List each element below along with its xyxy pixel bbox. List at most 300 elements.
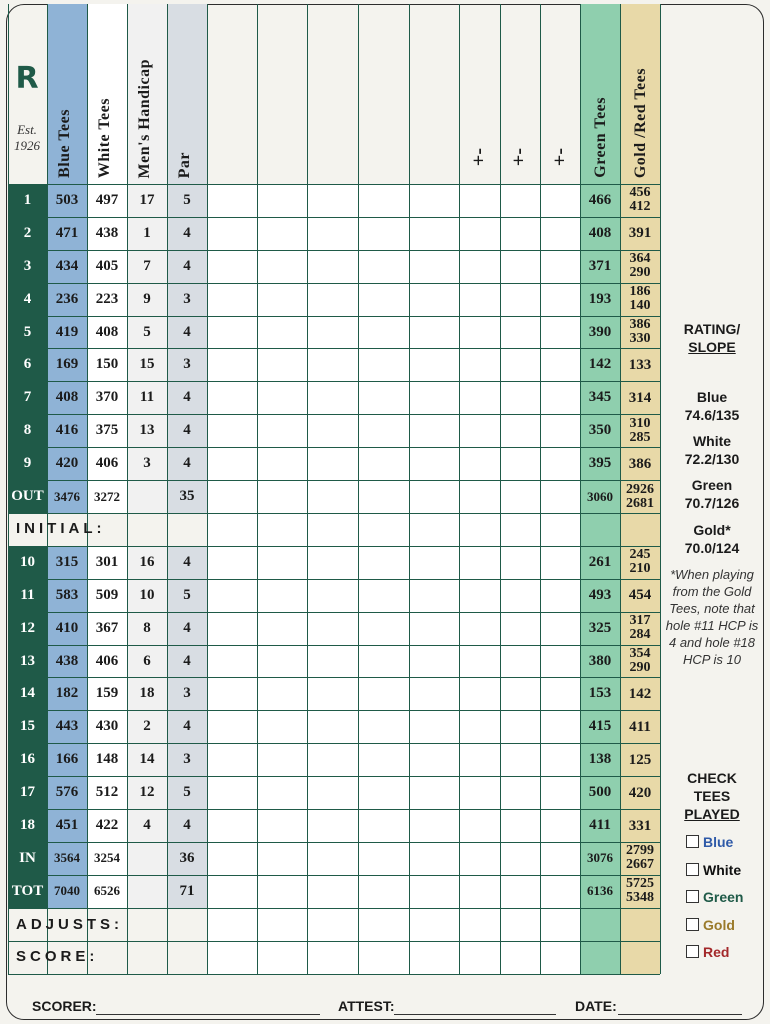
score-entry-cell[interactable] xyxy=(409,217,459,250)
blue-yardage: 166 xyxy=(55,751,79,768)
score-entry-cell[interactable] xyxy=(358,480,409,513)
score-entry-cell[interactable] xyxy=(207,612,257,645)
gold-red-yardage xyxy=(620,316,660,349)
tee-option-gold[interactable] xyxy=(664,916,760,934)
score-entry-cell[interactable] xyxy=(409,645,459,678)
par-value: 4 xyxy=(183,817,191,834)
score-entry-cell[interactable] xyxy=(500,710,540,743)
score-entry-cell[interactable] xyxy=(459,579,500,612)
green-yardage: 261 xyxy=(588,553,612,570)
score-entry-cell[interactable] xyxy=(257,579,307,612)
hole-number: 1 xyxy=(23,191,32,208)
score-entry-cell[interactable] xyxy=(540,250,580,283)
score-entry-cell[interactable] xyxy=(459,678,500,711)
hole-number: 3 xyxy=(23,257,32,274)
score-entry-cell[interactable] xyxy=(540,546,580,579)
score-entry-cell[interactable] xyxy=(540,349,580,382)
red-yardage: 140 xyxy=(629,298,651,314)
rating-tee: Gold* xyxy=(693,522,731,538)
rating-tee: Green xyxy=(691,477,733,493)
score-entry-cell[interactable] xyxy=(409,381,459,414)
score-entry-cell[interactable] xyxy=(409,842,459,875)
score-entry-cell[interactable] xyxy=(409,579,459,612)
score-entry-cell[interactable] xyxy=(207,480,257,513)
rating-title-line1: RATING/ xyxy=(683,321,741,337)
white-yardage: 406 xyxy=(95,455,119,472)
score-entry-cell[interactable] xyxy=(207,645,257,678)
score-entry-cell[interactable] xyxy=(409,710,459,743)
score-entry-cell[interactable] xyxy=(409,316,459,349)
score-entry-cell[interactable] xyxy=(358,217,409,250)
score-entry-cell[interactable] xyxy=(540,184,580,217)
score-entry-cell[interactable] xyxy=(409,480,459,513)
blue-yardage: 410 xyxy=(55,619,79,636)
score-entry-cell[interactable] xyxy=(358,809,409,842)
score-entry-cell[interactable] xyxy=(500,645,540,678)
checkbox-icon[interactable] xyxy=(686,890,699,903)
score-entry-cell[interactable] xyxy=(257,776,307,809)
score-entry-cell[interactable] xyxy=(207,842,257,875)
score-entry-cell[interactable] xyxy=(540,645,580,678)
score-entry-cell[interactable] xyxy=(207,743,257,776)
white-yardage: 405 xyxy=(95,257,119,274)
rating-value: 70.0/124 xyxy=(684,540,740,556)
rating-white xyxy=(664,432,760,468)
red-yardage: 2667 xyxy=(626,857,654,873)
score-entry-cell[interactable] xyxy=(540,414,580,447)
header-white-tees: White Tees xyxy=(96,97,113,178)
adjusts-label: ADJUSTS: xyxy=(16,916,124,933)
green-yardage: 6136 xyxy=(587,883,613,899)
score-entry-cell[interactable] xyxy=(257,480,307,513)
par-value: 5 xyxy=(183,784,191,801)
score-entry-cell[interactable] xyxy=(257,743,307,776)
blue-yardage: 576 xyxy=(55,784,79,801)
score-entry-cell[interactable] xyxy=(307,381,358,414)
gold-yardage: 331 xyxy=(628,817,652,834)
gold-yardage: 245 xyxy=(629,547,651,563)
gold-yardage: 386 xyxy=(629,317,651,333)
hole-number: 12 xyxy=(20,619,35,636)
score-entry-cell[interactable] xyxy=(307,546,358,579)
mens-handicap: 18 xyxy=(139,685,155,702)
score-entry-cell[interactable] xyxy=(540,612,580,645)
white-yardage: 509 xyxy=(95,586,119,603)
hole-number: 8 xyxy=(23,422,32,439)
gold-yardage: 2799 xyxy=(626,843,654,859)
par-value: 3 xyxy=(183,356,191,373)
header-mens-handicap: Men's Handicap xyxy=(136,58,153,178)
score-entry-cell[interactable] xyxy=(257,316,307,349)
score-entry-cell[interactable] xyxy=(540,710,580,743)
red-yardage: 2681 xyxy=(626,495,654,511)
par-value: 35 xyxy=(179,488,195,505)
white-yardage: 497 xyxy=(95,191,119,208)
mens-handicap: 14 xyxy=(139,751,155,768)
score-entry-cell[interactable] xyxy=(500,184,540,217)
grid-vline xyxy=(660,4,661,974)
score-entry-cell[interactable] xyxy=(307,776,358,809)
hole-number: 16 xyxy=(20,751,35,768)
score-entry-cell[interactable] xyxy=(500,579,540,612)
gold-yardage: 354 xyxy=(629,646,651,662)
score-entry-cell[interactable] xyxy=(307,809,358,842)
score-entry-cell[interactable] xyxy=(409,447,459,480)
score-entry-cell[interactable] xyxy=(459,776,500,809)
score-entry-cell[interactable] xyxy=(409,349,459,382)
score-entry-cell[interactable] xyxy=(257,250,307,283)
mens-handicap xyxy=(127,842,167,875)
blue-yardage: 451 xyxy=(55,817,79,834)
gold-yardage: 386 xyxy=(628,455,652,472)
est-label: Est. xyxy=(17,122,37,137)
score-entry-cell[interactable] xyxy=(307,480,358,513)
score-entry-cell[interactable] xyxy=(358,283,409,316)
mens-handicap: 3 xyxy=(143,455,151,472)
red-yardage: 290 xyxy=(629,265,651,281)
score-entry-cell[interactable] xyxy=(459,842,500,875)
score-entry-cell[interactable] xyxy=(409,184,459,217)
gold-red-yardage xyxy=(620,546,660,579)
score-entry-cell[interactable] xyxy=(358,875,409,908)
score-entry-cell[interactable] xyxy=(540,842,580,875)
mens-handicap: 16 xyxy=(139,553,155,570)
rating-green xyxy=(664,476,760,512)
score-entry-cell[interactable] xyxy=(500,349,540,382)
white-yardage: 3254 xyxy=(94,850,120,866)
score-entry-cell[interactable] xyxy=(500,546,540,579)
score-entry-cell[interactable] xyxy=(207,809,257,842)
score-entry-cell[interactable] xyxy=(540,743,580,776)
score-entry-cell[interactable] xyxy=(307,184,358,217)
initial-label: INITIAL: xyxy=(16,520,106,537)
green-yardage: 500 xyxy=(588,784,612,801)
attest-line[interactable] xyxy=(394,1014,556,1015)
tee-option-label: Green xyxy=(703,889,744,905)
score-entry-cell[interactable] xyxy=(207,414,257,447)
score-entry-cell[interactable] xyxy=(500,842,540,875)
score-entry-cell[interactable] xyxy=(257,414,307,447)
score-entry-cell[interactable] xyxy=(257,349,307,382)
green-yardage: 345 xyxy=(588,389,612,406)
gold-red-yardage xyxy=(620,250,660,283)
score-entry-cell[interactable] xyxy=(409,875,459,908)
header-par: Par xyxy=(176,151,193,178)
score-entry-cell[interactable] xyxy=(409,776,459,809)
blue-yardage: 419 xyxy=(55,323,79,340)
checkbox-icon[interactable] xyxy=(686,945,699,958)
score-entry-cell[interactable] xyxy=(459,250,500,283)
score-entry-cell[interactable] xyxy=(459,645,500,678)
tee-option-green[interactable] xyxy=(664,888,760,906)
score-entry-cell[interactable] xyxy=(257,875,307,908)
score-entry-cell[interactable] xyxy=(307,710,358,743)
score-entry-cell[interactable] xyxy=(540,579,580,612)
score-entry-cell[interactable] xyxy=(459,381,500,414)
score-entry-cell[interactable] xyxy=(307,414,358,447)
score-entry-cell[interactable] xyxy=(459,480,500,513)
score-entry-cell[interactable] xyxy=(459,217,500,250)
date-line[interactable] xyxy=(618,1014,742,1015)
score-entry-cell[interactable] xyxy=(409,546,459,579)
tee-option-white[interactable] xyxy=(664,861,760,879)
par-value: 4 xyxy=(183,455,191,472)
score-entry-cell[interactable] xyxy=(358,184,409,217)
score-entry-cell[interactable] xyxy=(500,678,540,711)
rating-tee: White xyxy=(692,433,732,449)
score-entry-cell[interactable] xyxy=(257,184,307,217)
score-entry-cell[interactable] xyxy=(207,776,257,809)
gold-yardage: 456 xyxy=(629,185,651,201)
checkbox-icon[interactable] xyxy=(686,863,699,876)
white-yardage: 159 xyxy=(95,685,119,702)
score-entry-cell[interactable] xyxy=(358,776,409,809)
tee-option-label: Blue xyxy=(703,834,734,850)
mens-handicap xyxy=(127,875,167,908)
score-entry-cell[interactable] xyxy=(500,612,540,645)
score-entry-cell[interactable] xyxy=(459,414,500,447)
checkbox-icon[interactable] xyxy=(686,835,699,848)
score-entry-cell[interactable] xyxy=(207,710,257,743)
score-entry-cell[interactable] xyxy=(409,678,459,711)
score-entry-cell[interactable] xyxy=(358,579,409,612)
header-green-tees: Green Tees xyxy=(592,97,609,178)
score-entry-cell[interactable] xyxy=(540,447,580,480)
par-value: 3 xyxy=(183,290,191,307)
green-yardage: 371 xyxy=(588,257,612,274)
date-label: DATE: xyxy=(575,998,617,1014)
score-entry-cell[interactable] xyxy=(207,579,257,612)
score-entry-cell[interactable] xyxy=(307,678,358,711)
mens-handicap: 9 xyxy=(143,290,151,307)
white-yardage: 422 xyxy=(95,817,119,834)
score-entry-cell[interactable] xyxy=(207,316,257,349)
score-entry-cell[interactable] xyxy=(358,316,409,349)
score-entry-cell[interactable] xyxy=(409,809,459,842)
score-entry-cell[interactable] xyxy=(500,250,540,283)
gold-red-yardage xyxy=(620,776,660,809)
gold-red-yardage xyxy=(620,579,660,612)
score-entry-cell[interactable] xyxy=(257,381,307,414)
green-yardage: 380 xyxy=(588,652,612,669)
score-entry-cell[interactable] xyxy=(307,250,358,283)
score-entry-cell[interactable] xyxy=(540,776,580,809)
score-entry-cell[interactable] xyxy=(207,349,257,382)
grid-hline xyxy=(8,941,660,942)
score-entry-cell[interactable] xyxy=(358,546,409,579)
score-entry-cell[interactable] xyxy=(358,349,409,382)
white-yardage: 148 xyxy=(95,751,119,768)
score-entry-cell[interactable] xyxy=(207,283,257,316)
score-entry-cell[interactable] xyxy=(307,316,358,349)
score-entry-cell[interactable] xyxy=(459,809,500,842)
score-entry-cell[interactable] xyxy=(500,414,540,447)
score-entry-cell[interactable] xyxy=(540,381,580,414)
scorer-line[interactable] xyxy=(96,1014,320,1015)
par-value: 4 xyxy=(183,718,191,735)
blue-yardage: 583 xyxy=(55,586,79,603)
hole-number: 18 xyxy=(20,817,35,834)
tee-option-label: White xyxy=(703,861,742,878)
score-entry-cell[interactable] xyxy=(358,381,409,414)
score-entry-cell[interactable] xyxy=(307,842,358,875)
gold-red-yardage xyxy=(620,678,660,711)
score-entry-cell[interactable] xyxy=(409,743,459,776)
score-entry-cell[interactable] xyxy=(500,283,540,316)
score-entry-cell[interactable] xyxy=(207,546,257,579)
score-entry-cell[interactable] xyxy=(500,809,540,842)
score-entry-cell[interactable] xyxy=(358,447,409,480)
score-entry-cell[interactable] xyxy=(500,381,540,414)
red-yardage: 210 xyxy=(629,561,651,577)
score-entry-cell[interactable] xyxy=(257,842,307,875)
check-line: PLAYED xyxy=(684,806,740,822)
club-logo: R xyxy=(15,60,39,96)
score-entry-cell[interactable] xyxy=(358,250,409,283)
score-entry-cell[interactable] xyxy=(307,743,358,776)
score-entry-cell[interactable] xyxy=(540,809,580,842)
score-entry-cell[interactable] xyxy=(207,678,257,711)
green-yardage: 153 xyxy=(588,685,612,702)
score-entry-cell[interactable] xyxy=(358,842,409,875)
mens-handicap: 5 xyxy=(143,323,151,340)
rating-title-line2: SLOPE xyxy=(688,339,736,355)
header-blue-tees: Blue Tees xyxy=(56,109,73,178)
green-yardage: 3076 xyxy=(587,850,613,866)
checkbox-icon[interactable] xyxy=(686,918,699,931)
white-yardage: 6526 xyxy=(94,883,120,899)
score-entry-cell[interactable] xyxy=(257,710,307,743)
header-gold-red-tees: Gold /Red Tees xyxy=(632,67,649,178)
score-entry-cell[interactable] xyxy=(358,612,409,645)
score-entry-cell[interactable] xyxy=(257,283,307,316)
score-entry-cell[interactable] xyxy=(500,776,540,809)
score-entry-cell[interactable] xyxy=(257,809,307,842)
white-yardage: 408 xyxy=(95,323,119,340)
score-entry-cell[interactable] xyxy=(409,283,459,316)
gold-tee-note: *When playing from the Gold Tees, note that hole #11 HCP is 4 and hole #18 HCP is 10 xyxy=(665,567,759,667)
hole-number: 6 xyxy=(23,356,32,373)
gold-red-yardage xyxy=(620,447,660,480)
score-entry-cell[interactable] xyxy=(207,875,257,908)
score-entry-cell[interactable] xyxy=(540,480,580,513)
par-value: 3 xyxy=(183,685,191,702)
score-entry-cell[interactable] xyxy=(307,875,358,908)
tee-option-red[interactable] xyxy=(664,943,760,961)
gold-yardage: 454 xyxy=(628,587,652,604)
score-entry-cell[interactable] xyxy=(500,447,540,480)
score-entry-cell[interactable] xyxy=(207,250,257,283)
score-entry-cell[interactable] xyxy=(500,217,540,250)
gold-red-yardage xyxy=(620,743,660,776)
white-yardage: 3272 xyxy=(94,488,120,504)
score-entry-cell[interactable] xyxy=(307,612,358,645)
score-entry-cell[interactable] xyxy=(257,612,307,645)
score-entry-cell[interactable] xyxy=(459,612,500,645)
gold-yardage: 125 xyxy=(628,751,652,768)
score-entry-cell[interactable] xyxy=(358,414,409,447)
score-entry-cell[interactable] xyxy=(540,217,580,250)
mens-handicap: 7 xyxy=(143,257,151,274)
gold-yardage: 364 xyxy=(629,251,651,267)
hole-number: 17 xyxy=(20,784,35,801)
score-label: SCORE: xyxy=(16,948,99,965)
green-yardage: 3060 xyxy=(587,488,613,504)
green-yardage: 142 xyxy=(588,356,612,373)
score-entry-cell[interactable] xyxy=(459,349,500,382)
score-entry-cell[interactable] xyxy=(307,447,358,480)
score-entry-cell[interactable] xyxy=(358,678,409,711)
score-entry-cell[interactable] xyxy=(257,546,307,579)
rating-value: 70.7/126 xyxy=(684,495,740,511)
score-entry-cell[interactable] xyxy=(459,743,500,776)
score-entry-cell[interactable] xyxy=(540,678,580,711)
blue-yardage: 416 xyxy=(55,422,79,439)
gold-red-yardage xyxy=(620,645,660,678)
score-entry-cell[interactable] xyxy=(500,316,540,349)
gold-yardage: 142 xyxy=(628,685,652,702)
score-entry-cell[interactable] xyxy=(307,645,358,678)
score-entry-cell[interactable] xyxy=(459,283,500,316)
scorer-label: SCORER: xyxy=(32,998,97,1014)
score-entry-cell[interactable] xyxy=(500,480,540,513)
score-entry-cell[interactable] xyxy=(540,316,580,349)
score-entry-cell[interactable] xyxy=(307,349,358,382)
red-yardage: 290 xyxy=(629,660,651,676)
score-entry-cell[interactable] xyxy=(459,875,500,908)
white-yardage: 370 xyxy=(95,389,119,406)
par-value: 4 xyxy=(183,257,191,274)
score-entry-cell[interactable] xyxy=(358,743,409,776)
par-value: 5 xyxy=(183,586,191,603)
tee-option-blue[interactable] xyxy=(664,833,760,851)
gold-red-yardage xyxy=(620,710,660,743)
score-entry-cell[interactable] xyxy=(459,316,500,349)
score-entry-cell[interactable] xyxy=(257,645,307,678)
green-yardage: 466 xyxy=(588,191,612,208)
score-entry-cell[interactable] xyxy=(307,217,358,250)
gold-yardage: 317 xyxy=(629,613,651,629)
score-entry-cell[interactable] xyxy=(307,283,358,316)
score-entry-cell[interactable] xyxy=(207,217,257,250)
mens-handicap xyxy=(127,480,167,513)
score-entry-cell[interactable] xyxy=(500,743,540,776)
score-entry-cell[interactable] xyxy=(257,678,307,711)
score-entry-cell[interactable] xyxy=(207,447,257,480)
score-entry-cell[interactable] xyxy=(459,710,500,743)
score-entry-cell[interactable] xyxy=(540,875,580,908)
score-entry-cell[interactable] xyxy=(409,612,459,645)
blue-yardage: 503 xyxy=(55,191,79,208)
score-entry-cell[interactable] xyxy=(307,579,358,612)
score-entry-cell[interactable] xyxy=(358,710,409,743)
mens-handicap: 11 xyxy=(139,389,155,406)
score-entry-cell[interactable] xyxy=(459,184,500,217)
score-entry-cell[interactable] xyxy=(409,414,459,447)
score-entry-cell[interactable] xyxy=(459,447,500,480)
score-entry-cell[interactable] xyxy=(257,217,307,250)
score-entry-cell[interactable] xyxy=(500,875,540,908)
score-entry-cell[interactable] xyxy=(459,546,500,579)
score-entry-cell[interactable] xyxy=(207,184,257,217)
score-entry-cell[interactable] xyxy=(540,283,580,316)
white-yardage: 223 xyxy=(95,290,119,307)
score-entry-cell[interactable] xyxy=(358,645,409,678)
score-entry-cell[interactable] xyxy=(207,381,257,414)
score-entry-cell[interactable] xyxy=(409,250,459,283)
score-entry-cell[interactable] xyxy=(257,447,307,480)
green-yardage: 395 xyxy=(588,455,612,472)
